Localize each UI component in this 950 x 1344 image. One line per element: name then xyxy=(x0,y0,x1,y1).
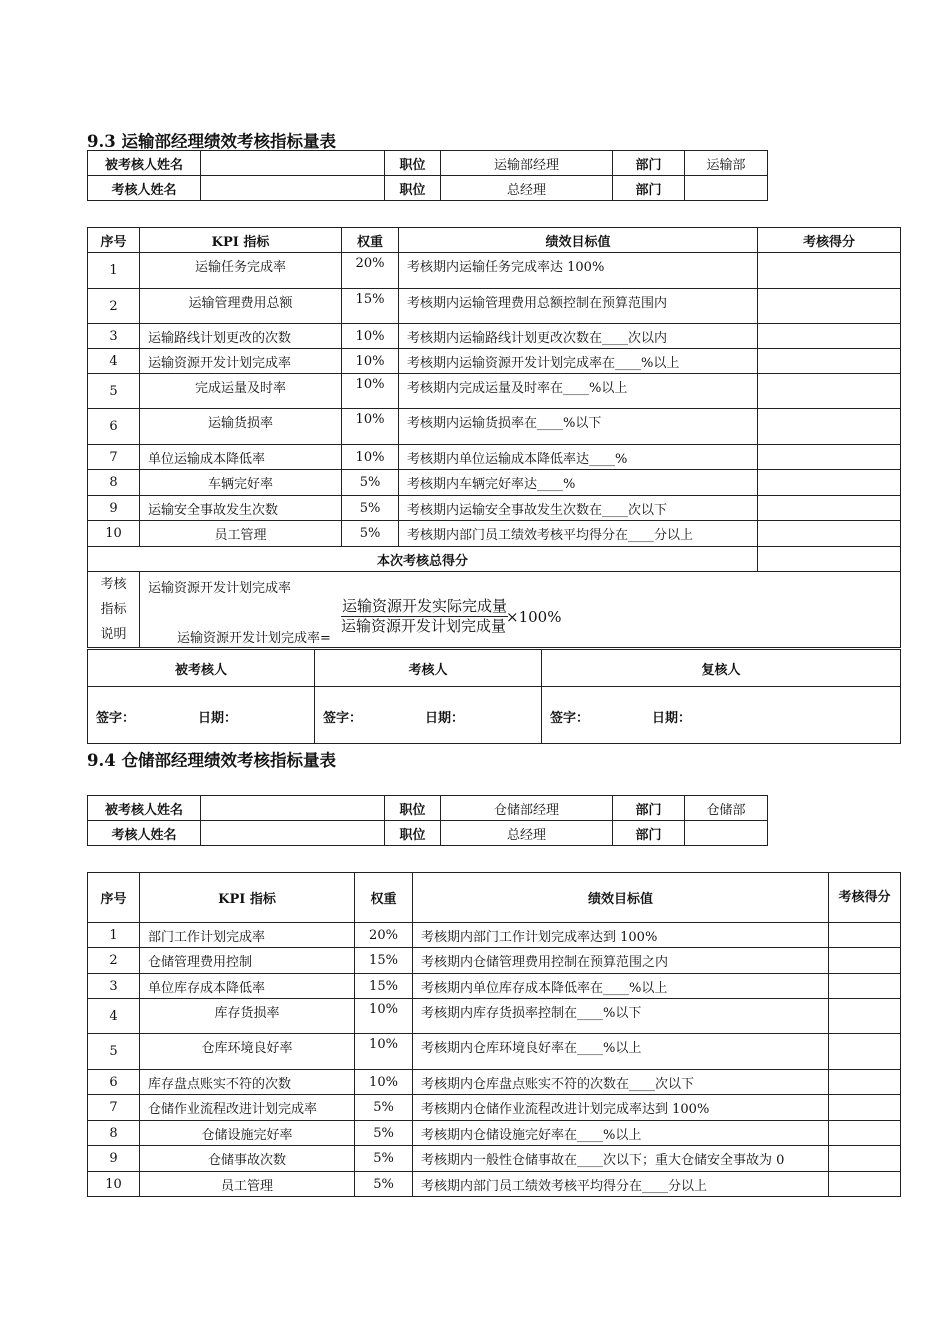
header-score: 考核得分 xyxy=(829,873,901,923)
dept-label: 部门 xyxy=(613,176,685,201)
dept-label: 部门 xyxy=(613,151,685,176)
row-target: 考核期内仓储设施完好率在____%以上 xyxy=(413,1121,829,1146)
row-no: 3 xyxy=(88,974,140,999)
table-row xyxy=(88,289,901,324)
row-kpi: 单位库存成本降低率 xyxy=(140,974,355,999)
row-weight: 10% xyxy=(355,1034,413,1070)
row-kpi: 仓储事故次数 xyxy=(140,1146,355,1172)
row-weight: 5% xyxy=(355,1121,413,1146)
formula-numerator: 运输资源开发实际完成量 xyxy=(342,597,508,615)
score-cell[interactable] xyxy=(829,948,901,974)
table-row xyxy=(88,999,901,1034)
examiner-name-field[interactable] xyxy=(201,821,385,846)
row-no: 10 xyxy=(88,1172,140,1197)
row-weight: 10% xyxy=(342,324,399,349)
row-kpi: 运输资源开发计划完成率 xyxy=(140,349,342,374)
row-target: 考核期内运输资源开发计划完成率在____%以上 xyxy=(399,349,758,374)
examinee-name-label: 被考核人姓名 xyxy=(88,151,201,176)
score-cell[interactable] xyxy=(829,974,901,999)
row-kpi: 部门工作计划完成率 xyxy=(140,923,355,948)
row-weight: 20% xyxy=(342,253,399,289)
row-target: 考核期内完成运量及时率在____%以上 xyxy=(399,374,758,409)
row-target: 考核期内部门工作计划完成率达到 100% xyxy=(413,923,829,948)
score-cell[interactable] xyxy=(829,1121,901,1146)
table-row xyxy=(88,496,901,521)
signature-role-examinee: 被考核人 xyxy=(88,650,315,687)
row-target: 考核期内部门员工绩效考核平均得分在____分以上 xyxy=(399,521,758,547)
row-weight: 10% xyxy=(355,999,413,1034)
section-title-transport: 9.3 运输部经理绩效考核指标量表 xyxy=(87,132,336,151)
examiner-name-label: 考核人姓名 xyxy=(88,176,201,201)
score-cell[interactable] xyxy=(829,1070,901,1095)
row-target: 考核期内仓库环境良好率在____%以上 xyxy=(413,1034,829,1070)
score-cell[interactable] xyxy=(758,521,901,547)
score-cell[interactable] xyxy=(758,253,901,289)
row-no: 9 xyxy=(88,1146,140,1172)
row-kpi: 仓库环境良好率 xyxy=(140,1034,355,1070)
row-kpi: 员工管理 xyxy=(140,521,342,547)
date-label: 日期： xyxy=(652,711,692,726)
total-score-cell[interactable] xyxy=(758,547,901,572)
row-target: 考核期内一般性仓储事故在____次以下；重大仓储安全事故为 0 xyxy=(413,1146,829,1172)
table-row xyxy=(88,409,901,445)
signature-role-examiner: 考核人 xyxy=(315,650,542,687)
signature-role-reviewer: 复核人 xyxy=(542,650,901,687)
examinee-name-field[interactable] xyxy=(201,151,385,176)
row-weight: 10% xyxy=(342,374,399,409)
table-row xyxy=(88,1034,901,1070)
table-row xyxy=(88,349,901,374)
examiner-name-label: 考核人姓名 xyxy=(88,821,201,846)
row-weight: 20% xyxy=(355,923,413,948)
row-no: 2 xyxy=(88,289,140,324)
score-cell[interactable] xyxy=(758,496,901,521)
row-no: 6 xyxy=(88,409,140,445)
row-no: 5 xyxy=(88,1034,140,1070)
row-kpi: 库存货损率 xyxy=(140,999,355,1034)
sign-label: 签字： xyxy=(323,711,363,726)
table-row xyxy=(88,1146,901,1172)
score-cell[interactable] xyxy=(758,445,901,470)
score-cell[interactable] xyxy=(829,1034,901,1070)
row-weight: 5% xyxy=(342,521,399,547)
note-title: 运输资源开发计划完成率 xyxy=(148,581,292,596)
row-kpi: 运输货损率 xyxy=(140,409,342,445)
row-weight: 5% xyxy=(355,1095,413,1121)
header-score: 考核得分 xyxy=(758,228,901,253)
header-kpi: KPI 指标 xyxy=(140,873,355,923)
formula-multiplier: ×100% xyxy=(506,608,562,626)
header-target: 绩效目标值 xyxy=(399,228,758,253)
position-label: 职位 xyxy=(385,821,441,846)
row-target: 考核期内仓储管理费用控制在预算范围之内 xyxy=(413,948,829,974)
row-target: 考核期内仓库盘点账实不符的次数在____次以下 xyxy=(413,1070,829,1095)
row-target: 考核期内车辆完好率达____% xyxy=(399,470,758,496)
table-row xyxy=(88,974,901,999)
score-cell[interactable] xyxy=(758,324,901,349)
row-weight: 10% xyxy=(342,409,399,445)
table-row xyxy=(88,374,901,409)
examinee-position-value: 仓储部经理 xyxy=(441,796,613,821)
examiner-dept-value[interactable] xyxy=(685,821,768,846)
table-row xyxy=(88,324,901,349)
row-kpi: 仓储作业流程改进计划完成率 xyxy=(140,1095,355,1121)
row-weight: 15% xyxy=(355,948,413,974)
row-no: 1 xyxy=(88,253,140,289)
row-kpi: 运输任务完成率 xyxy=(140,253,342,289)
header-target: 绩效目标值 xyxy=(413,873,829,923)
row-target: 考核期内库存货损率控制在____%以下 xyxy=(413,999,829,1034)
info-table-warehouse xyxy=(87,795,768,846)
examiner-position-value: 总经理 xyxy=(441,176,613,201)
row-target: 考核期内单位库存成本降低率在____%以上 xyxy=(413,974,829,999)
table-row xyxy=(88,253,901,289)
examiner-dept-value[interactable] xyxy=(685,176,768,201)
table-row xyxy=(88,1095,901,1121)
score-cell[interactable] xyxy=(758,374,901,409)
row-target: 考核期内运输任务完成率达 100% xyxy=(399,253,758,289)
row-kpi: 库存盘点账实不符的次数 xyxy=(140,1070,355,1095)
header-no: 序号 xyxy=(88,228,140,253)
score-cell[interactable] xyxy=(758,289,901,324)
row-kpi: 运输管理费用总额 xyxy=(140,289,342,324)
row-weight: 15% xyxy=(342,289,399,324)
row-target: 考核期内运输路线计划更改次数在____次以内 xyxy=(399,324,758,349)
examinee-position-value: 运输部经理 xyxy=(441,151,613,176)
table-row xyxy=(88,470,901,496)
row-weight: 5% xyxy=(342,470,399,496)
date-label: 日期： xyxy=(198,711,238,726)
section-title-warehouse: 9.4 仓储部经理绩效考核指标量表 xyxy=(87,751,336,770)
formula-lhs: 运输资源开发计划完成率= xyxy=(177,631,331,646)
dept-label: 部门 xyxy=(613,821,685,846)
row-weight: 5% xyxy=(342,496,399,521)
score-cell[interactable] xyxy=(758,409,901,445)
row-kpi: 仓储管理费用控制 xyxy=(140,948,355,974)
score-cell[interactable] xyxy=(758,470,901,496)
table-row xyxy=(88,1121,901,1146)
formula-fraction xyxy=(341,597,508,636)
score-cell[interactable] xyxy=(829,999,901,1034)
header-weight: 权重 xyxy=(342,228,399,253)
score-cell[interactable] xyxy=(758,349,901,374)
score-cell[interactable] xyxy=(829,923,901,948)
row-weight: 10% xyxy=(342,445,399,470)
row-no: 4 xyxy=(88,999,140,1034)
date-label: 日期： xyxy=(425,711,465,726)
row-weight: 5% xyxy=(355,1146,413,1172)
kpi-note-label: 考核 指标 说明 xyxy=(88,572,140,648)
row-kpi: 单位运输成本降低率 xyxy=(140,445,342,470)
position-label: 职位 xyxy=(385,151,441,176)
info-table-transport xyxy=(87,150,768,201)
row-no: 1 xyxy=(88,923,140,948)
row-no: 3 xyxy=(88,324,140,349)
examinee-name-label: 被考核人姓名 xyxy=(88,796,201,821)
row-target: 考核期内运输管理费用总额控制在预算范围内 xyxy=(399,289,758,324)
row-no: 8 xyxy=(88,1121,140,1146)
header-no: 序号 xyxy=(88,873,140,923)
score-cell[interactable] xyxy=(829,1095,901,1121)
row-kpi: 运输路线计划更改的次数 xyxy=(140,324,342,349)
signature-cell-reviewer[interactable] xyxy=(542,687,901,744)
examinee-dept-value: 仓储部 xyxy=(685,796,768,821)
row-no: 9 xyxy=(88,496,140,521)
table-row xyxy=(88,948,901,974)
header-weight: 权重 xyxy=(355,873,413,923)
dept-label: 部门 xyxy=(613,796,685,821)
row-kpi: 车辆完好率 xyxy=(140,470,342,496)
row-no: 2 xyxy=(88,948,140,974)
kpi-note-content xyxy=(140,572,901,648)
row-no: 10 xyxy=(88,521,140,547)
row-target: 考核期内单位运输成本降低率达____% xyxy=(399,445,758,470)
row-weight: 15% xyxy=(355,974,413,999)
row-weight: 5% xyxy=(355,1172,413,1197)
position-label: 职位 xyxy=(385,176,441,201)
row-kpi: 员工管理 xyxy=(140,1172,355,1197)
table-row xyxy=(88,1070,901,1095)
sign-label: 签字： xyxy=(96,711,136,726)
header-kpi: KPI 指标 xyxy=(140,228,342,253)
row-no: 6 xyxy=(88,1070,140,1095)
row-target: 考核期内仓储作业流程改进计划完成率达到 100% xyxy=(413,1095,829,1121)
row-kpi: 运输安全事故发生次数 xyxy=(140,496,342,521)
score-cell[interactable] xyxy=(829,1172,901,1197)
table-row xyxy=(88,923,901,948)
row-kpi: 完成运量及时率 xyxy=(140,374,342,409)
signature-cell-examinee[interactable] xyxy=(88,687,315,744)
kpi-table-warehouse xyxy=(87,872,901,1197)
formula-denominator: 运输资源开发计划完成量 xyxy=(341,617,507,635)
row-no: 5 xyxy=(88,374,140,409)
row-weight: 10% xyxy=(342,349,399,374)
kpi-table-transport xyxy=(87,227,901,648)
signature-cell-examiner[interactable] xyxy=(315,687,542,744)
examinee-dept-value: 运输部 xyxy=(685,151,768,176)
row-no: 4 xyxy=(88,349,140,374)
sign-label: 签字： xyxy=(550,711,590,726)
row-target: 考核期内运输安全事故发生次数在____次以下 xyxy=(399,496,758,521)
table-row xyxy=(88,1172,901,1197)
row-weight: 10% xyxy=(355,1070,413,1095)
row-no: 7 xyxy=(88,1095,140,1121)
signature-table xyxy=(87,649,901,744)
examinee-name-field[interactable] xyxy=(201,796,385,821)
row-kpi: 仓储设施完好率 xyxy=(140,1121,355,1146)
examiner-position-value: 总经理 xyxy=(441,821,613,846)
table-row xyxy=(88,521,901,547)
row-target: 考核期内运输货损率在____%以下 xyxy=(399,409,758,445)
total-score-label: 本次考核总得分 xyxy=(88,547,758,572)
row-no: 7 xyxy=(88,445,140,470)
position-label: 职位 xyxy=(385,796,441,821)
examiner-name-field[interactable] xyxy=(201,176,385,201)
table-row xyxy=(88,445,901,470)
row-no: 8 xyxy=(88,470,140,496)
score-cell[interactable] xyxy=(829,1146,901,1172)
row-target: 考核期内部门员工绩效考核平均得分在____分以上 xyxy=(413,1172,829,1197)
